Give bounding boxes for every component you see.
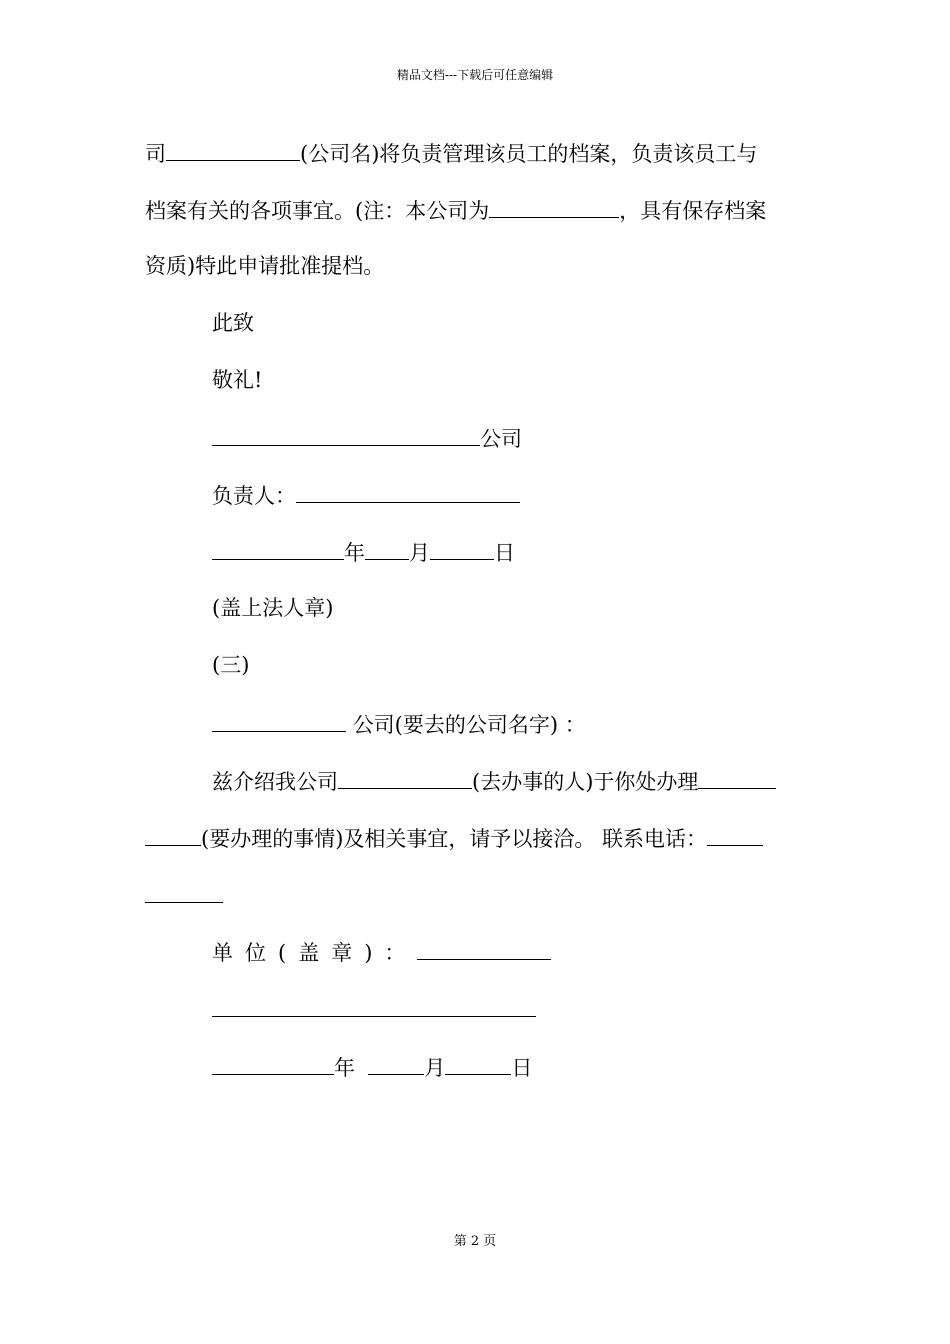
blank-unit (417, 941, 551, 960)
para-intro-line-2: (要办理的事情)及相关事宜，请予以接洽。 联系电话： (145, 827, 763, 850)
blank-day (430, 541, 494, 560)
para-line-3: 资质)特此申请批准提档。 (145, 254, 385, 278)
responsible-person-line: 负责人： (212, 484, 520, 507)
recipient-company-line: 公司(要去的公司名字) ： (212, 713, 586, 736)
blank-signature (212, 998, 536, 1017)
blank-month-2 (368, 1056, 424, 1075)
unit-seal-line: 单位(盖章)： (212, 941, 551, 964)
blank-year (212, 541, 344, 560)
blank-responsible-person (296, 484, 520, 503)
seal-note: (盖上法人章) (212, 596, 334, 620)
blank-recipient-company (212, 713, 346, 732)
salutation: 此致 (212, 311, 254, 335)
page-number: 第 2 页 (453, 1234, 497, 1249)
blank-company (212, 427, 480, 446)
para-line-2: 档案有关的各项事宜。(注：本公司为 ，具有保存档案 (145, 199, 767, 223)
signature-line (212, 998, 536, 1021)
page-header: 精品文档---下载后可任意编辑 (396, 68, 554, 82)
section-three: (三) (212, 653, 250, 677)
blank-year-2 (212, 1056, 334, 1075)
date-line-2: 年 月 日 (212, 1056, 532, 1079)
regards: 敬礼! (212, 368, 263, 392)
para-line-1: 司 (公司名)将负责管理该员工的档案，负责该员工与 (145, 142, 758, 166)
blank-phone-a (707, 827, 763, 846)
blank-this-company (489, 199, 619, 218)
blank-person (338, 770, 472, 789)
para-intro-line-1: 兹介绍我公司 (去办事的人)于你处办理 (212, 770, 776, 793)
para-intro-line-3 (145, 884, 223, 907)
company-signature-line: 公司 (212, 427, 522, 450)
blank-matter-a (698, 770, 776, 789)
date-line-1: 年 月 日 (212, 541, 515, 564)
blank-company-name (166, 142, 300, 161)
blank-month (365, 541, 409, 560)
blank-phone-b (145, 884, 223, 903)
blank-day-2 (445, 1056, 511, 1075)
blank-matter-b (145, 827, 201, 846)
